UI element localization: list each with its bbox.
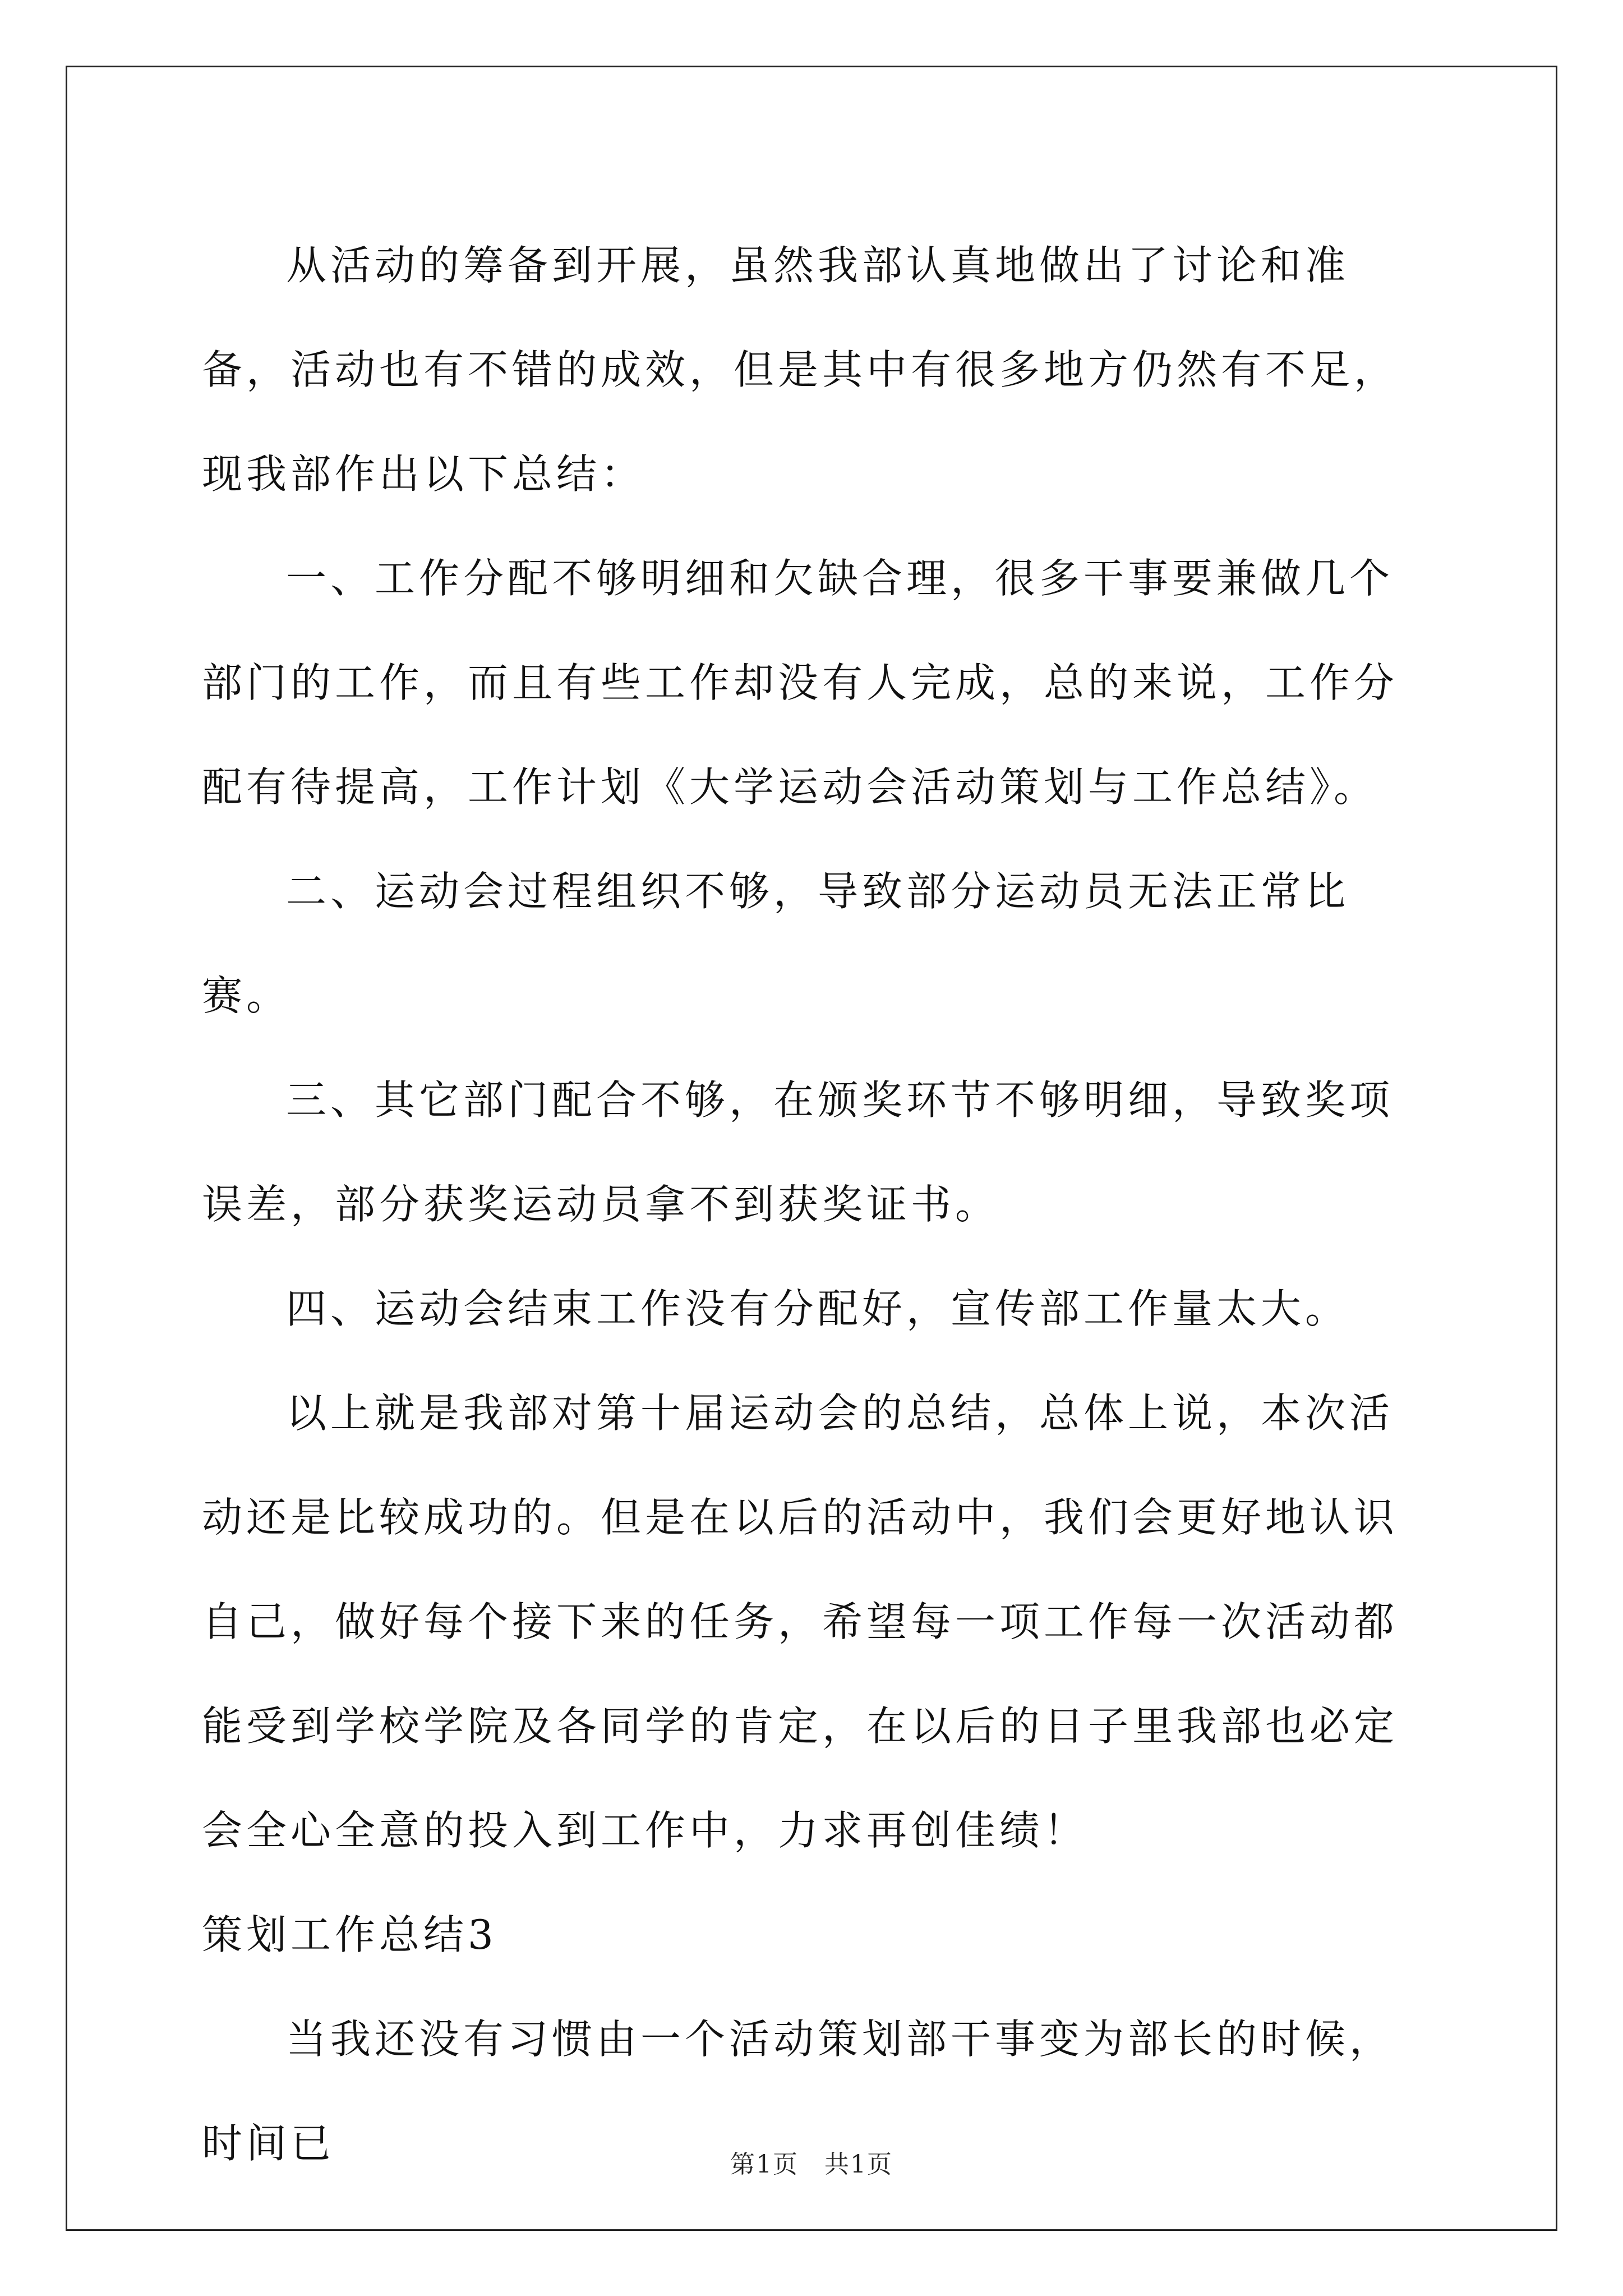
page-number-current: 第1页 <box>730 2150 799 2179</box>
paragraph-intro: 从活动的筹备到开展，虽然我部认真地做出了讨论和准备，活动也有不错的成效，但是其中有很多地方仍然有不足，现我部作出以下总结： <box>202 242 1399 498</box>
document-body <box>202 213 1436 2196</box>
paragraph-conclusion: 以上就是我部对第十届运动会的总结，总体上说，本次活动还是比较成功的。但是在以后的活动中，我们会更好地认识自己，做好每个接下来的任务，希望每一项工作每一次活动都能受到学校学院及各同学的肯定，在以后的日子里我部也必定会全心全意的投入到工作中，力求再创佳绩！ <box>202 1389 1399 1854</box>
paragraph-point-3: 三、其它部门配合不够，在颁奖环节不够明细，导致奖项误差，部分获奖运动员拿不到获奖证书。 <box>202 1076 1394 1228</box>
paragraph-point-2: 二、运动会过程组织不够，导致部分运动员无法正常比赛。 <box>202 868 1350 1019</box>
page-footer <box>0 2144 1623 2180</box>
section-heading: 策划工作总结3 <box>202 1911 497 1958</box>
page-number-total: 共1页 <box>824 2150 893 2179</box>
paragraph-section-3-start: 当我还没有习惯由一个活动策划部干事变为部长的时候，时间已 <box>202 2016 1394 2167</box>
paragraph-point-4: 四、运动会结束工作没有分配好，宣传部工作量太大。 <box>286 1285 1350 1332</box>
paragraph-point-1: 一、工作分配不够明细和欠缺合理，很多干事要兼做几个部门的工作，而且有些工作却没有人完成，总的来说，工作分配有待提高，工作计划《大学运动会活动策划与工作总结》。 <box>202 555 1399 811</box>
